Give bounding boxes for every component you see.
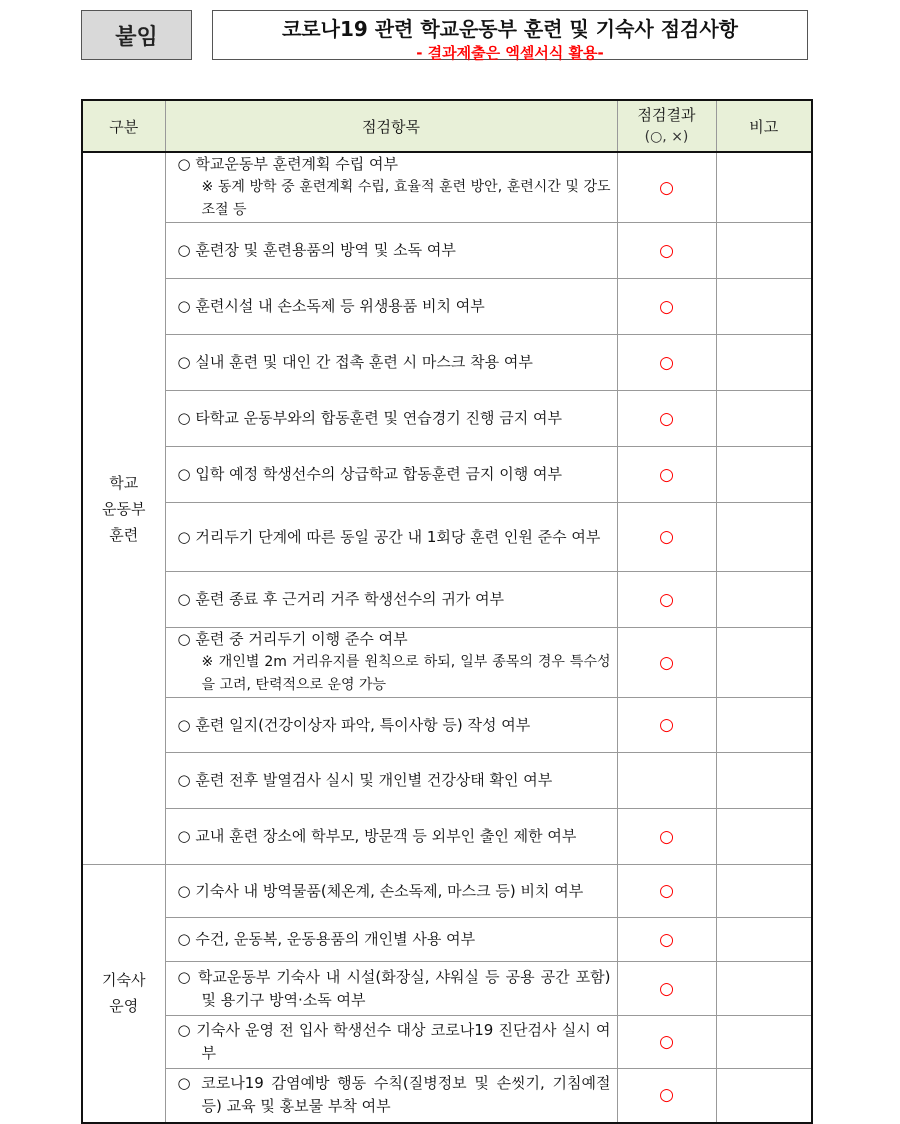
- header-result-label: 점검결과: [637, 106, 696, 124]
- item-text: ○ 타학교 운동부와의 합동훈련 및 연습경기 진행 금지 여부: [177, 409, 563, 427]
- table-row: [82, 809, 812, 865]
- remarks-cell[interactable]: [716, 1069, 812, 1123]
- item-cell: [165, 152, 617, 223]
- item-note: ※ 동계 방학 중 훈련계획 수립, 효율적 훈련 방안, 훈련시간 및 강도 조절 등: [201, 179, 611, 218]
- item-text: ○ 훈련 중 거리두기 이행 준수 여부: [177, 630, 408, 648]
- remarks-cell[interactable]: [716, 865, 812, 918]
- remarks-cell[interactable]: [716, 391, 812, 447]
- remarks-cell[interactable]: [716, 918, 812, 962]
- header-result-sub: (○, ×): [644, 129, 689, 145]
- remarks-cell[interactable]: [716, 447, 812, 503]
- header-items: 점검항목: [165, 100, 617, 152]
- item-text: ○ 실내 훈련 및 대인 간 접촉 훈련 시 마스크 착용 여부: [177, 353, 533, 371]
- item-text: ○ 훈련장 및 훈련용품의 방역 및 소독 여부: [177, 241, 456, 259]
- remarks-cell[interactable]: [716, 698, 812, 753]
- checklist-table: [81, 99, 813, 1124]
- table-row: [82, 698, 812, 753]
- item-cell: [165, 1069, 617, 1123]
- item-text: ○ 기숙사 내 방역물품(체온계, 손소독제, 마스크 등) 비치 여부: [177, 881, 584, 900]
- result-cell[interactable]: ○: [617, 698, 716, 753]
- remarks-cell[interactable]: [716, 279, 812, 335]
- item-text: ○ 학교운동부 훈련계획 수립 여부: [177, 155, 399, 173]
- table-row: [82, 503, 812, 572]
- item-cell: [165, 391, 617, 447]
- header-remarks: 비고: [716, 100, 812, 152]
- item-text: ○ 거리두기 단계에 따른 동일 공간 내 1회당 훈련 인원 준수 여부: [177, 527, 601, 546]
- remarks-cell[interactable]: [716, 628, 812, 698]
- item-text: ○ 훈련 전후 발열검사 실시 및 개인별 건강상태 확인 여부: [177, 771, 553, 789]
- item-cell: [165, 962, 617, 1016]
- table-row: [82, 447, 812, 503]
- item-cell: [165, 865, 617, 918]
- item-text: ○ 훈련시설 내 손소독제 등 위생용품 비치 여부: [177, 297, 485, 315]
- table-row: [82, 962, 812, 1016]
- table-row: [82, 628, 812, 698]
- result-cell[interactable]: ○: [617, 1069, 716, 1123]
- table-row: [82, 279, 812, 335]
- item-cell: [165, 698, 617, 753]
- table-header-row: [82, 100, 812, 152]
- attachment-label-text: 붙임: [115, 24, 158, 50]
- item-cell: [165, 628, 617, 698]
- result-cell[interactable]: ○: [617, 447, 716, 503]
- result-cell[interactable]: ○: [617, 628, 716, 698]
- item-text: ○ 학교운동부 기숙사 내 시설(화장실, 샤워실 등 공용 공간 포함) 및 용기구 방역·소독 여부: [177, 967, 611, 1009]
- item-cell: [165, 223, 617, 279]
- table-row: [82, 152, 812, 223]
- header-result: [617, 100, 716, 152]
- result-cell[interactable]: ○: [617, 503, 716, 572]
- item-text: ○ 수건, 운동복, 운동용품의 개인별 사용 여부: [177, 930, 476, 948]
- category-cell: 학교 운동부 훈련: [82, 152, 165, 865]
- table-row: [82, 753, 812, 809]
- result-cell[interactable]: ○: [617, 152, 716, 223]
- item-cell: [165, 503, 617, 572]
- item-text: ○ 기숙사 운영 전 입사 학생선수 대상 코로나19 진단검사 실시 여부: [177, 1021, 611, 1062]
- result-cell[interactable]: [617, 753, 716, 809]
- table-row: [82, 918, 812, 962]
- item-cell: [165, 918, 617, 962]
- result-cell[interactable]: ○: [617, 223, 716, 279]
- result-cell[interactable]: ○: [617, 335, 716, 391]
- document-title: 코로나19 관련 학교운동부 훈련 및 기숙사 점검사항: [281, 17, 738, 41]
- result-cell[interactable]: ○: [617, 279, 716, 335]
- result-cell[interactable]: ○: [617, 918, 716, 962]
- header-category: 구분: [82, 100, 165, 152]
- item-note: ※ 개인별 2m 거리유지를 원칙으로 하되, 일부 종목의 경우 특수성을 고려, 탄력적으로 운영 가능: [201, 654, 611, 693]
- remarks-cell[interactable]: [716, 962, 812, 1016]
- table-row: [82, 1069, 812, 1123]
- result-cell[interactable]: ○: [617, 865, 716, 918]
- item-text: ○ 훈련 일지(건강이상자 파악, 특이사항 등) 작성 여부: [177, 715, 531, 734]
- item-text: ○ 코로나19 감염예방 행동 수칙(질병정보 및 손씻기, 기침예절 등) 교육 및 홍보물 부착 여부: [177, 1074, 611, 1116]
- remarks-cell[interactable]: [716, 503, 812, 572]
- result-cell[interactable]: ○: [617, 809, 716, 865]
- remarks-cell[interactable]: [716, 572, 812, 628]
- item-text: ○ 훈련 종료 후 근거리 거주 학생선수의 귀가 여부: [177, 590, 505, 608]
- item-cell: [165, 335, 617, 391]
- result-cell[interactable]: ○: [617, 962, 716, 1016]
- item-cell: [165, 279, 617, 335]
- table-row: [82, 1016, 812, 1069]
- remarks-cell[interactable]: [716, 1016, 812, 1069]
- item-cell: [165, 1016, 617, 1069]
- table-row: [82, 865, 812, 918]
- document-subtitle: - 결과제출은 엑셀서식 활용-: [416, 44, 604, 62]
- item-cell: [165, 447, 617, 503]
- item-cell: [165, 572, 617, 628]
- item-text: ○ 입학 예정 학생선수의 상급학교 합동훈련 금지 이행 여부: [177, 465, 563, 483]
- item-cell: [165, 753, 617, 809]
- table-row: [82, 572, 812, 628]
- remarks-cell[interactable]: [716, 152, 812, 223]
- remarks-cell[interactable]: [716, 809, 812, 865]
- item-cell: [165, 809, 617, 865]
- table-body: [82, 152, 812, 1123]
- category-cell: 기숙사 운영: [82, 865, 165, 1123]
- result-cell[interactable]: ○: [617, 1016, 716, 1069]
- remarks-cell[interactable]: [716, 223, 812, 279]
- remarks-cell[interactable]: [716, 753, 812, 809]
- document-title-box: [212, 10, 808, 60]
- item-text: ○ 교내 훈련 장소에 학부모, 방문객 등 외부인 출인 제한 여부: [177, 827, 577, 845]
- table-row: [82, 335, 812, 391]
- attachment-label: [81, 10, 192, 60]
- table-row: [82, 223, 812, 279]
- remarks-cell[interactable]: [716, 335, 812, 391]
- result-cell[interactable]: ○: [617, 572, 716, 628]
- table-row: [82, 391, 812, 447]
- result-cell[interactable]: ○: [617, 391, 716, 447]
